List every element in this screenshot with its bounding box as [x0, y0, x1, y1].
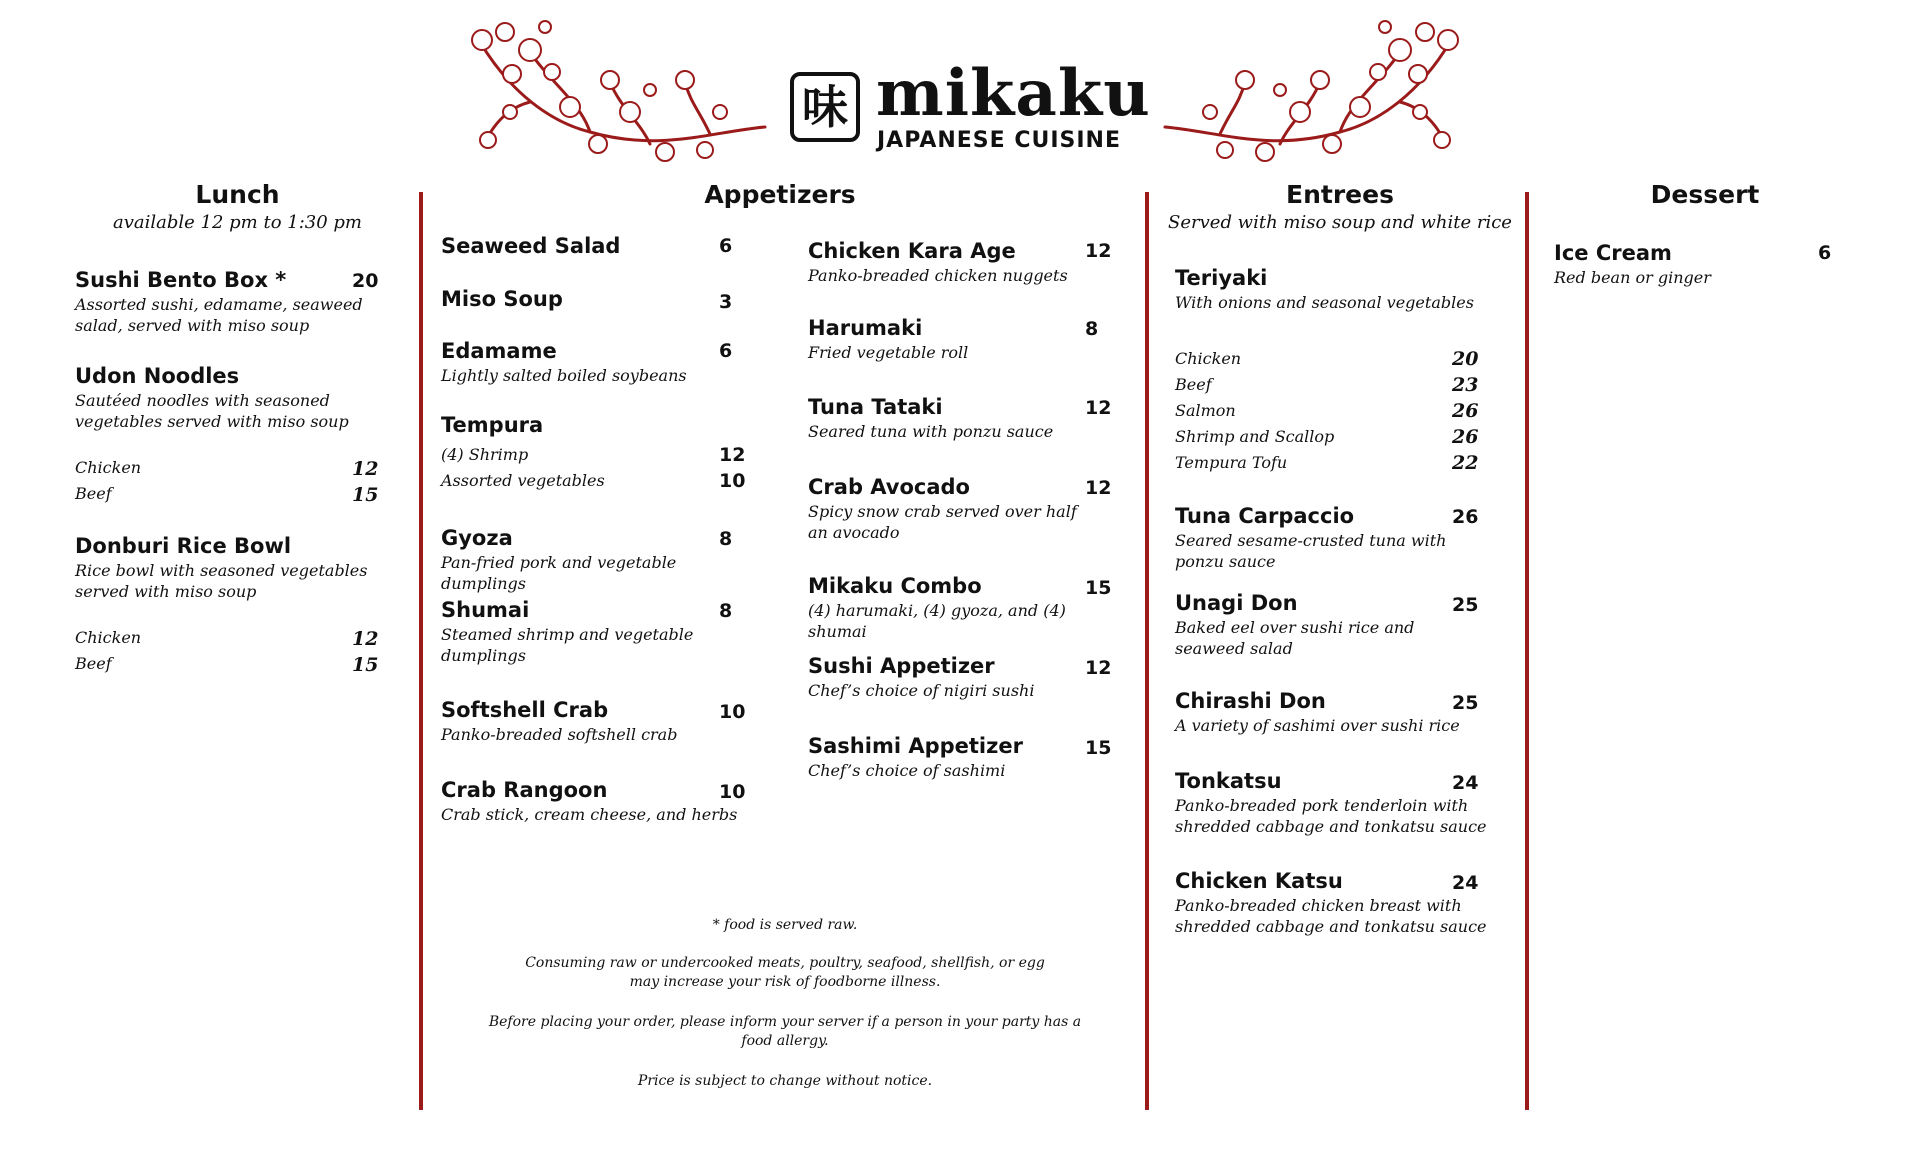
menu-item	[808, 238, 1128, 287]
lunch-title: Lunch	[195, 180, 280, 209]
item-description: Seared sesame-crusted tuna with ponzu sauce	[1175, 531, 1447, 572]
menu-item	[1175, 688, 1495, 737]
item-name: Crab Avocado	[808, 475, 970, 499]
item-description: Fried vegetable roll	[808, 343, 969, 363]
item-price: 8	[719, 600, 733, 622]
menu-item	[808, 315, 1128, 364]
option-label: Assorted vegetables	[441, 471, 605, 490]
consumption-warning: Consuming raw or undercooked meats, poultry, seafood, shellfish, or egg may increase your risk of foodborne illness.	[525, 955, 1045, 990]
option-label: Chicken	[75, 628, 142, 647]
item-name: Teriyaki	[1175, 266, 1268, 290]
menu-item	[75, 533, 375, 603]
item-description: Panko-breaded chicken breast with shredded cabbage and tonkatsu sauce	[1175, 896, 1487, 937]
option-price: 12	[352, 628, 379, 650]
item-price: 25	[1452, 594, 1479, 616]
item-name: Tuna Tataki	[808, 395, 943, 419]
menu-item	[1175, 265, 1505, 314]
item-price: 3	[719, 291, 733, 313]
option-label: Beef	[75, 484, 112, 503]
item-name: Sashimi Appetizer	[808, 734, 1023, 758]
entrees-title: Entrees	[1286, 180, 1394, 209]
item-price: 6	[719, 235, 733, 257]
item-name: Harumaki	[808, 316, 923, 340]
item-name: Shumai	[441, 598, 530, 622]
item-name: Mikaku Combo	[808, 574, 982, 598]
item-description: Seared tuna with ponzu sauce	[808, 422, 1054, 442]
entrees-subtitle: Served with miso soup and white rice	[1168, 212, 1512, 233]
menu-item	[1175, 590, 1475, 660]
option-label: Shrimp and Scallop	[1175, 427, 1335, 446]
item-description: With onions and seasonal vegetables	[1175, 293, 1474, 313]
item-price: 10	[719, 701, 746, 723]
option-label: Chicken	[1175, 349, 1242, 368]
item-price: 10	[719, 781, 746, 803]
item-price: 12	[1085, 477, 1112, 499]
item-name: Edamame	[441, 339, 557, 363]
item-description: Rice bowl with seasoned vegetables served with miso soup	[75, 561, 368, 602]
item-name: Crab Rangoon	[441, 778, 608, 802]
menu-item	[1554, 240, 1854, 289]
item-name: Chicken Kara Age	[808, 239, 1016, 263]
item-price: 12	[1085, 657, 1112, 679]
raw-food-note: * food is served raw.	[712, 917, 858, 933]
menu-item	[808, 573, 1118, 643]
item-price: 26	[1452, 506, 1479, 528]
menu-item	[441, 697, 761, 746]
menu-item	[441, 412, 543, 438]
option-label: Chicken	[75, 458, 142, 477]
item-price: 25	[1452, 692, 1479, 714]
item-name: Chirashi Don	[1175, 689, 1326, 713]
brand-name: mikaku	[876, 56, 1151, 131]
option-price: 26	[1452, 426, 1479, 448]
item-description: Panko-breaded chicken nuggets	[808, 266, 1068, 286]
item-description: Panko-breaded softshell crab	[441, 725, 678, 745]
item-name: Gyoza	[441, 526, 513, 550]
option-label: Beef	[75, 654, 112, 673]
item-description: A variety of sashimi over sushi rice	[1175, 716, 1460, 736]
dessert-title: Dessert	[1650, 180, 1760, 209]
item-name: Seaweed Salad	[441, 234, 621, 258]
menu-item	[808, 394, 1128, 443]
item-price: 6	[719, 340, 733, 362]
item-description: Red bean or ginger	[1554, 268, 1711, 288]
menu-item	[75, 363, 395, 433]
item-name: Donburi Rice Bowl	[75, 534, 292, 558]
menu-item	[441, 233, 620, 259]
item-description: Pan-fried pork and vegetable dumplings	[441, 553, 677, 594]
option-label: Beef	[1175, 375, 1212, 394]
item-description: Lightly salted boiled soybeans	[441, 366, 687, 386]
item-name: Tonkatsu	[1175, 769, 1282, 793]
option-label: Tempura Tofu	[1175, 453, 1288, 472]
item-price: 12	[1085, 240, 1112, 262]
option-price: 12	[719, 444, 746, 466]
item-description: Steamed shrimp and vegetable dumplings	[441, 625, 694, 666]
item-description: Chef’s choice of sashimi	[808, 761, 1006, 781]
item-price: 24	[1452, 872, 1479, 894]
cherry-blossom-branch-left-icon	[470, 12, 770, 170]
appetizers-title: Appetizers	[704, 180, 856, 209]
brand-tagline: JAPANESE CUISINE	[877, 128, 1121, 153]
menu-item	[1175, 503, 1495, 573]
menu-item	[808, 733, 1128, 782]
menu-item	[808, 474, 1098, 544]
menu-item	[441, 338, 761, 387]
item-description: Baked eel over sushi rice and seaweed salad	[1175, 618, 1415, 659]
option-price: 15	[352, 654, 379, 676]
item-description: Panko-breaded pork tenderloin with shredded cabbage and tonkatsu sauce	[1175, 796, 1487, 837]
item-name: Miso Soup	[441, 287, 563, 311]
option-label: Salmon	[1175, 401, 1236, 420]
item-price: 15	[1085, 577, 1112, 599]
item-price: 12	[1085, 397, 1112, 419]
item-description: Crab stick, cream cheese, and herbs	[441, 805, 738, 825]
column-divider	[419, 192, 423, 1110]
option-price: 22	[1452, 452, 1479, 474]
item-name: Softshell Crab	[441, 698, 609, 722]
item-name: Sushi Bento Box *	[75, 268, 287, 292]
column-divider	[1145, 192, 1149, 1110]
item-price: 8	[1085, 318, 1099, 340]
item-name: Unagi Don	[1175, 591, 1298, 615]
item-name: Tuna Carpaccio	[1175, 504, 1355, 528]
item-name: Sushi Appetizer	[808, 654, 995, 678]
item-price: 6	[1818, 242, 1832, 264]
logo	[470, 12, 1460, 170]
option-price: 12	[352, 458, 379, 480]
price-note: Price is subject to change without notice.	[637, 1073, 933, 1089]
item-price: 15	[1085, 737, 1112, 759]
option-price: 15	[352, 484, 379, 506]
item-description: Spicy snow crab served over half an avocado	[808, 502, 1077, 543]
cherry-blossom-branch-right-icon	[1160, 12, 1460, 170]
menu-item	[441, 525, 761, 595]
item-description: Sautéed noodles with seasoned vegetables served with miso soup	[75, 391, 349, 432]
menu-item	[441, 597, 706, 667]
menu-item	[441, 777, 761, 826]
item-name: Ice Cream	[1554, 241, 1672, 265]
option-price: 10	[719, 470, 746, 492]
item-price: 20	[352, 270, 379, 292]
option-price: 23	[1452, 374, 1479, 396]
item-description: (4) harumaki, (4) gyoza, and (4) shumai	[808, 601, 1066, 642]
column-divider	[1525, 192, 1529, 1110]
item-price: 8	[719, 528, 733, 550]
item-name: Chicken Katsu	[1175, 869, 1343, 893]
option-price: 20	[1452, 348, 1479, 370]
menu-item	[808, 653, 1128, 702]
menu-item	[441, 286, 563, 312]
item-description: Assorted sushi, edamame, seaweed salad, served with miso soup	[75, 295, 363, 336]
item-name: Tempura	[441, 413, 544, 437]
lunch-subtitle: available 12 pm to 1:30 pm	[113, 212, 362, 233]
allergy-note: Before placing your order, please inform your server if a person in your party has a food allergy.	[488, 1014, 1082, 1049]
brand-symbol: 味	[790, 72, 860, 142]
option-label: (4) Shrimp	[441, 445, 529, 464]
option-price: 26	[1452, 400, 1479, 422]
item-description: Chef’s choice of nigiri sushi	[808, 681, 1035, 701]
item-price: 24	[1452, 772, 1479, 794]
item-name: Udon Noodles	[75, 364, 240, 388]
